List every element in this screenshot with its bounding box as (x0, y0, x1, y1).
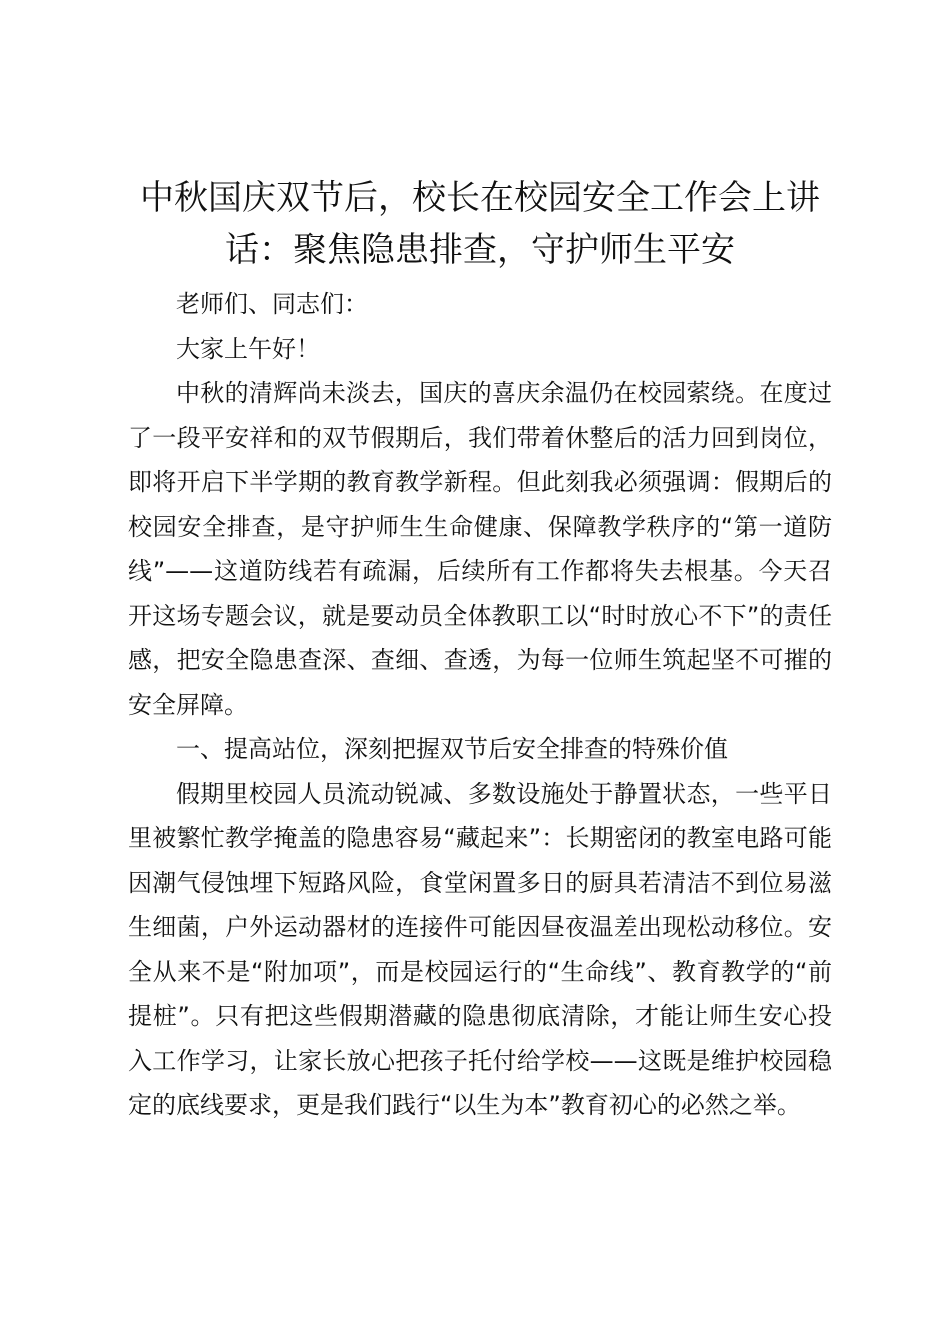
section-body-paragraph: 假期里校园人员流动锐减、多数设施处于静置状态，一些平日里被繁忙教学掩盖的隐患容易“藏起来”：长期密闭的教室电路可能因潮气侵蚀埋下短路风险，食堂闲置多日的厨具若清洁不到位易滋生细菌，户外运动器材的连接件可能因昼夜温差出现松动移位。安全从来不是“附加项”，而是校园运行的“生命线”、教育教学的“前提桩”。只有把这些假期潜藏的隐患彻底清除，才能让师生安心投入工作学习，让家长放心把孩子托付给学校——这既是维护校园稳定的底线要求，更是我们践行“以生为本”教育初心的必然之举。 (128, 779, 832, 1119)
greeting-paragraph: 老师们、同志们： (176, 290, 368, 318)
document-title: 中秋国庆双节后，校长在校园安全工作会上讲话：聚焦隐患排查，守护师生平安 (140, 178, 820, 270)
salutation-paragraph: 大家上午好！ (176, 334, 320, 363)
document-body (128, 282, 832, 1128)
document-page (128, 172, 832, 1128)
section-heading: 一、提高站位，深刻把握双节后安全排查的特殊价值 (176, 735, 728, 763)
intro-paragraph: 中秋的清辉尚未淡去，国庆的喜庆余温仍在校园萦绕。在度过了一段平安祥和的双节假期后，我们带着休整后的活力回到岗位，即将开启下半学期的教育教学新程。但此刻我必须强调：假期后的校园安全排查，是守护师生生命健康、保障教学秩序的“第一道防线”——这道防线若有疏漏，后续所有工作都将失去根基。今天召开这场专题会议，就是要动员全体教职工以“时时放心不下”的责任感，把安全隐患查深、查细、查透，为每一位师生筑起坚不可摧的安全屏障。 (128, 379, 832, 719)
